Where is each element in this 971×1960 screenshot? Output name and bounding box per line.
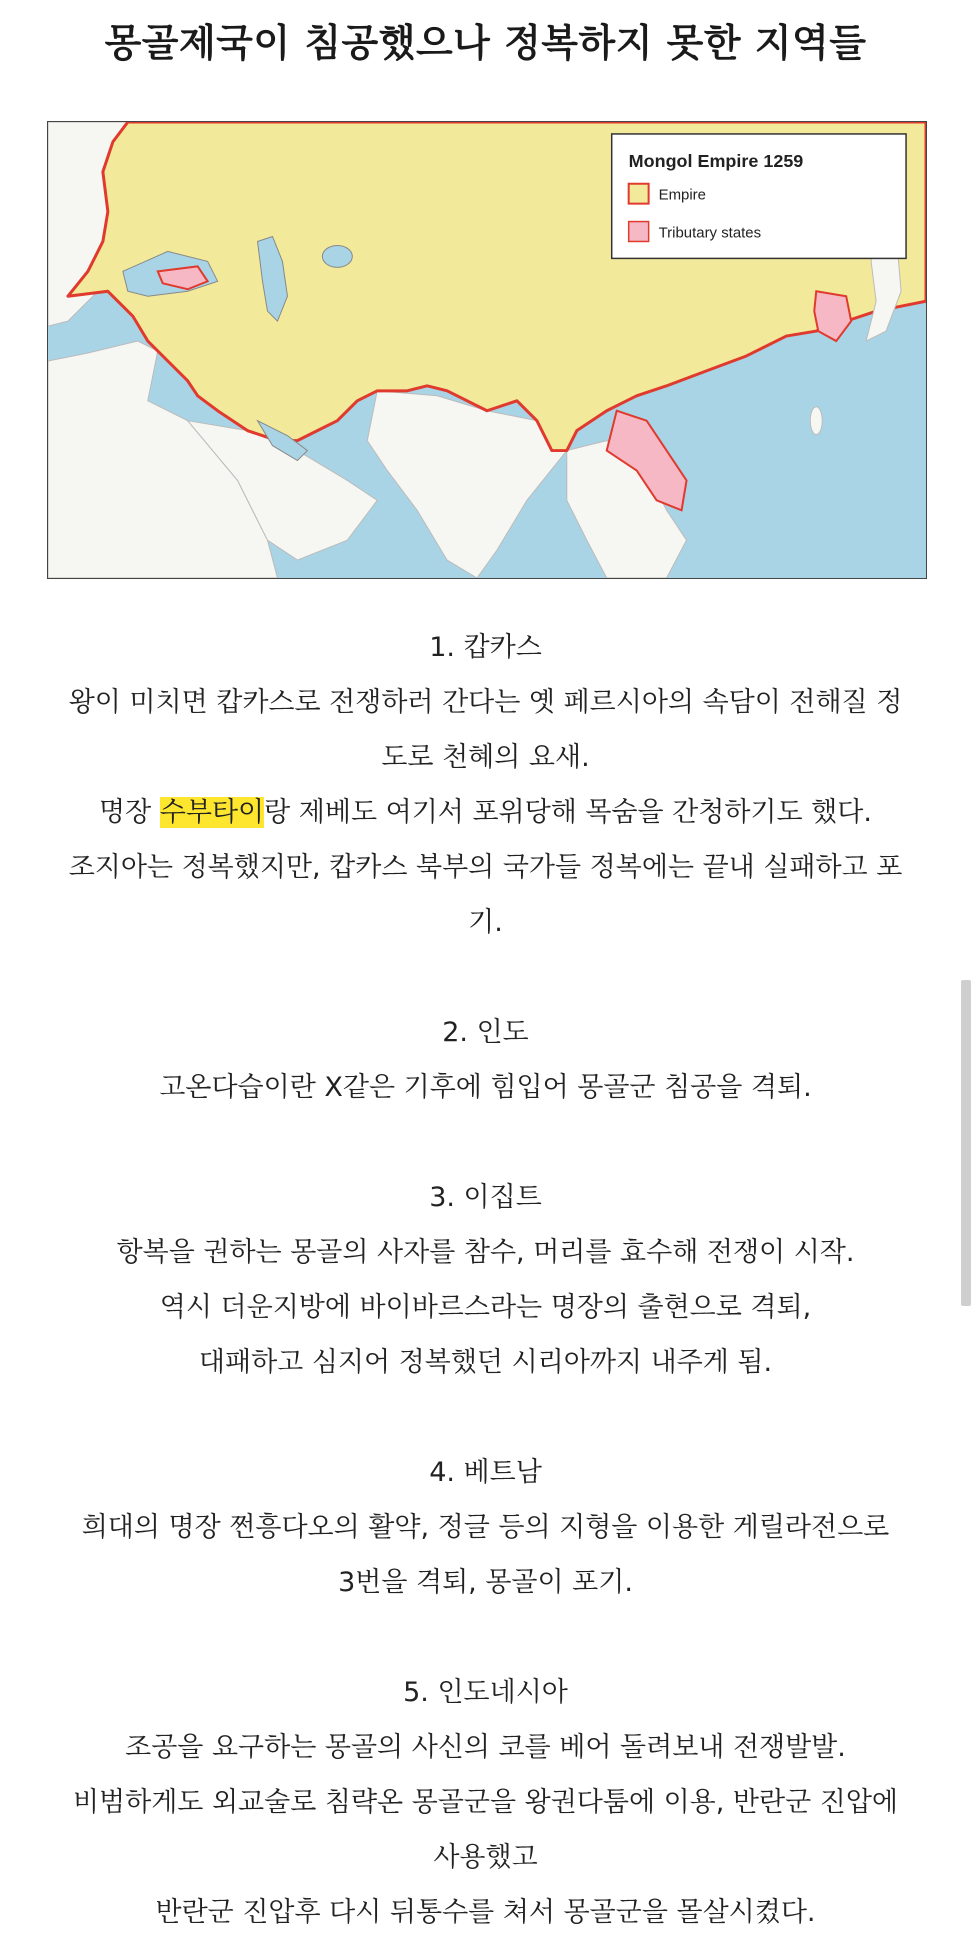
section-line: 왕이 미치면 캅카스로 전쟁하러 간다는 옛 페르시아의 속담이 전해질 정 — [68, 687, 903, 718]
section-line: 반란군 진압후 다시 뒤통수를 쳐서 몽골군을 몰살시켰다. — [155, 1897, 816, 1928]
section-line: 사용했고 — [433, 1842, 538, 1873]
section-caucasus — [0, 620, 971, 950]
legend-label-empire: Empire — [658, 186, 706, 204]
section-line: 기. — [468, 907, 503, 938]
article-body — [0, 620, 971, 1940]
section-vietnam — [0, 1445, 971, 1610]
section-line: 대패하고 심지어 정복했던 시리아까지 내주게 됨. — [198, 1347, 773, 1378]
section-line: 조공을 요구하는 몽골의 사신의 코를 베어 돌려보내 전쟁발발. — [125, 1732, 846, 1763]
section-india — [0, 1005, 971, 1115]
section-line — [0, 785, 971, 840]
section-line: 비범하게도 외교술로 침략온 몽골군을 왕권다툼에 이용, 반란군 진압에 — [72, 1787, 899, 1818]
aral-sea — [322, 245, 352, 267]
section-line: 항복을 권하는 몽골의 사자를 참수, 머리를 효수해 전쟁이 시작. — [116, 1237, 855, 1268]
section-egypt — [0, 1170, 971, 1390]
legend-label-tributary: Tributary states — [658, 224, 762, 242]
section-line: 희대의 명장 쩐흥다오의 활약, 정글 등의 지형을 이용한 게릴라전으로 — [81, 1512, 890, 1543]
section-line: 고온다습이란 X같은 기후에 힘입어 몽골군 침공을 격퇴. — [159, 1072, 812, 1103]
section-heading: 2. 인도 — [442, 1017, 529, 1048]
page-title: 몽골제국이 침공했으나 정복하지 못한 지역들 — [104, 21, 867, 65]
section-line: 3번을 격퇴, 몽골이 포기. — [338, 1567, 633, 1598]
section-heading: 3. 이집트 — [429, 1182, 542, 1213]
legend-swatch-tributary — [629, 222, 649, 242]
mongol-empire-map — [47, 121, 927, 579]
legend-swatch-empire — [629, 184, 649, 204]
text-span: 랑 제베도 여기서 포위당해 목숨을 간청하기도 했다. — [264, 797, 872, 828]
map-legend — [612, 134, 906, 258]
section-line: 역시 더운지방에 바이바르스라는 명장의 출현으로 격퇴, — [159, 1292, 812, 1323]
section-line: 조지아는 정복했지만, 캅카스 북부의 국가들 정복에는 끝내 실패하고 포 — [68, 852, 903, 883]
legend-title: Mongol Empire 1259 — [628, 150, 804, 171]
taiwan-land — [810, 407, 822, 435]
scrollbar[interactable] — [961, 980, 971, 1306]
section-heading: 5. 인도네시아 — [403, 1677, 568, 1708]
section-heading: 1. 캅카스 — [429, 632, 542, 663]
map-graphic — [48, 122, 926, 578]
section-indonesia — [0, 1665, 971, 1940]
text-span: 명장 — [99, 797, 160, 828]
section-heading: 4. 베트남 — [429, 1457, 542, 1488]
section-line: 도로 천혜의 요새. — [381, 742, 590, 773]
highlighted-name: 수부타이 — [159, 797, 265, 828]
